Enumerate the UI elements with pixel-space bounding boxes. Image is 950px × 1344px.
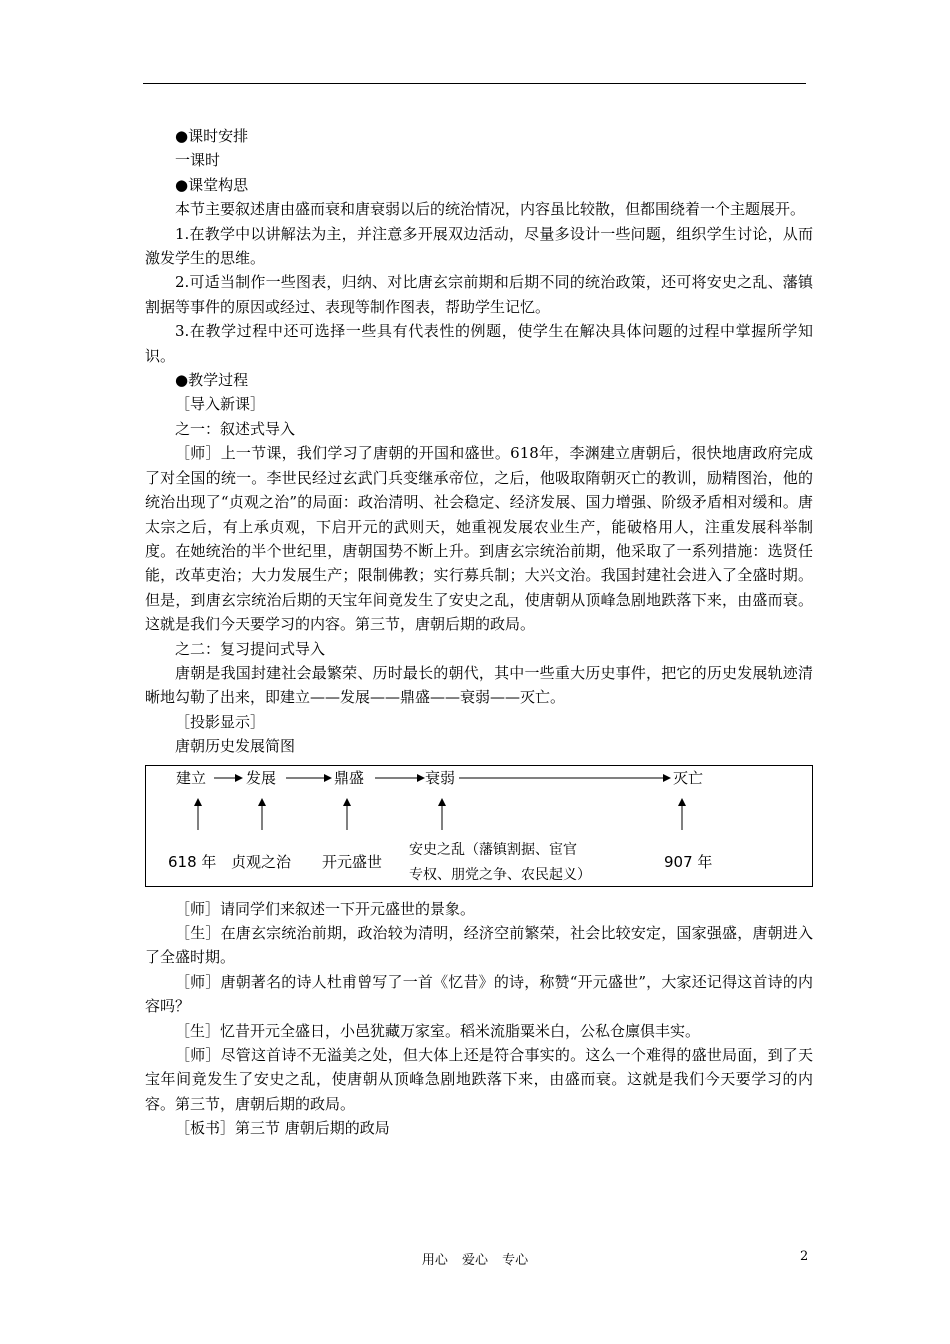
dialogue-line: ［师］尽管这首诗不无溢美之处，但大体上还是符合事实的。这么一个难得的盛世局面，到了天宝年间竟发生了安史之乱，使唐朝从顶峰急剧地跌落下来，由盛而衰。这就是我们今天要学习的内容。第三节，唐朝后期的政局。 [145,1046,813,1113]
event-label: 开元盛世 [322,852,383,871]
heading-schedule: ●课时安排 [175,127,249,145]
header-rule [143,83,806,84]
schedule-text: 一课时 [175,151,221,170]
section-label: ［导入新课］ [175,395,266,414]
paragraph: 本节主要叙述唐由盛而衰和唐衰弱以后的统治情况，内容虽比较散，但都围绕着一个主题展开。 [175,200,806,219]
stage-label: 发展 [246,768,277,787]
stage-label: 灭亡 [673,768,704,787]
footer-motto: 用心 爱心 专心 [421,1253,529,1268]
event-label: 专权、朋党之争、农民起义） [409,866,591,883]
stage-label: 鼎盛 [334,768,365,787]
board-note: ［板书］第三节 唐朝后期的政局 [175,1119,390,1138]
stage-label: 建立 [176,768,207,787]
paragraph: 唐朝是我国封建社会最繁荣、历时最长的朝代，其中一些重大历史事件，把它的历史发展轨迹清晰地勾勒了出来，即建立——发展——鼎盛——衰弱——灭亡。 [145,663,813,707]
tang-history-diagram [145,765,813,887]
dialogue-line: ［师］请同学们来叙述一下开元盛世的景象。 [175,899,476,918]
dialogue-line: ［生］在唐玄宗统治前期，政治较为清明，经济空前繁荣，社会比较安定，国家强盛，唐朝进入了全盛时期。 [145,923,813,967]
diagram-caption: 唐朝历史发展简图 [175,737,296,756]
dialogue-line: ［师］唐朝著名的诗人杜甫曾写了一首《忆昔》的诗，称赞“开元盛世”，大家还记得这首诗的内容吗？ [145,972,813,1016]
event-label: 安史之乱（藩镇割据、宦官 [409,841,577,858]
paragraph: 1.在教学中以讲解法为主，并注意多开展双边活动，尽量多设计一些问题，组织学生讨论，从而激发学生的思维。 [145,224,813,268]
paragraph: ［师］上一节课，我们学习了唐朝的开国和盛世。618年，李渊建立唐朝后，很快地唐政府完成了对全国的统一。李世民经过玄武门兵变继承帝位，之后，他吸取隋朝灭亡的教训，励精图治，他的统治出现了“贞观之治”的局面：政治清明、社会稳定、经济发展、国力增强、阶级矛盾相对缓和。唐太宗之后，有上承贞观，下启开元的武则天，她重视发展农业生产，能破格用人，注重发展科举制度。在她统治的半个世纪里，唐朝国势不断上升。到唐玄宗统治前期，他采取了一系列措施：选贤任能，改革吏治；大力发展生产；限制佛教；实行募兵制；大兴文治。我国封建社会进入了全盛时期。但是，到唐玄宗统治后期的天宝年间竟发生了安史之乱，使唐朝从顶峰急剧地跌落下来，由盛而衰。这就是我们今天要学习的内容。第三节，唐朝后期的政局。 [145,444,813,634]
paragraph: 3.在教学过程中还可选择一些具有代表性的例题，使学生在解决具体问题的过程中掌握所学知识。 [145,322,813,365]
stage-label: 衰弱 [425,768,456,787]
page-number: 2 [800,1249,809,1264]
event-label: 907 年 [664,852,713,871]
heading-concept: ●课堂构思 [175,175,249,194]
event-label: 贞观之治 [231,852,292,871]
heading-process: ●教学过程 [175,371,249,390]
paragraph: 2.可适当制作一些图表，归纳、对比唐玄宗前期和后期不同的统治政策，还可将安史之乱、藩镇割据等事件的原因或经过、表现等制作图表，帮助学生记忆。 [145,273,813,316]
subheading: 之二：复习提问式导入 [175,639,326,658]
event-label: 618 年 [168,852,217,871]
subheading: 之一：叙述式导入 [175,419,296,438]
page-content [145,124,813,1141]
dialogue-line: ［生］忆昔开元全盛日，小邑犹藏万家室。稻米流脂粟米白，公私仓廪俱丰实。 [175,1021,701,1040]
section-label: ［投影显示］ [175,712,266,731]
